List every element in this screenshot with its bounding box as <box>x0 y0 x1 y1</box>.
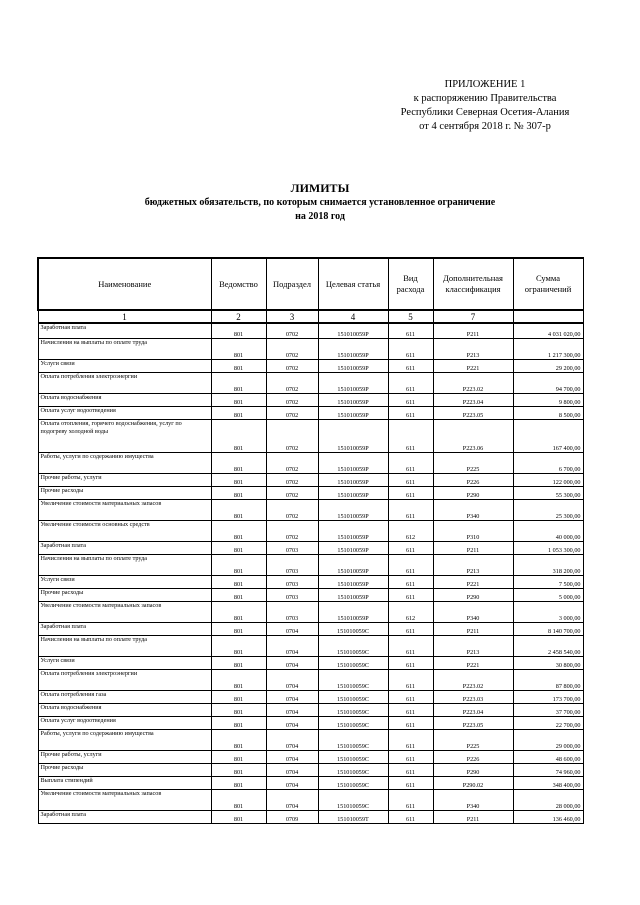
row-target-article: 151010059Р <box>318 393 388 406</box>
row-department: 801 <box>211 588 266 601</box>
title-line-3: на 2018 год <box>295 211 345 222</box>
row-target-article: 151010059С <box>318 729 388 750</box>
row-additional-classification: Р213 <box>433 635 513 656</box>
row-limit-sum: 29 200,00 <box>513 359 583 372</box>
table-row <box>38 588 583 601</box>
row-subsection: 0702 <box>266 499 318 520</box>
row-target-article: 151010059С <box>318 690 388 703</box>
row-expense-type: 611 <box>388 359 433 372</box>
document-title <box>0 180 640 224</box>
row-limit-sum: 136 460,00 <box>513 810 583 823</box>
row-subsection: 0704 <box>266 635 318 656</box>
header-additional-classification: Дополнительная классификация <box>433 258 513 310</box>
row-subsection: 0703 <box>266 588 318 601</box>
table-row <box>38 729 583 750</box>
row-additional-classification: Р221 <box>433 656 513 669</box>
row-department: 801 <box>211 601 266 622</box>
table-row <box>38 359 583 372</box>
row-expense-type: 611 <box>388 588 433 601</box>
row-department: 801 <box>211 635 266 656</box>
row-limit-sum: 318 200,00 <box>513 554 583 575</box>
column-number: 2 <box>211 310 266 323</box>
row-expense-type: 611 <box>388 690 433 703</box>
table-row <box>38 419 583 452</box>
row-limit-sum: 30 800,00 <box>513 656 583 669</box>
row-subsection: 0702 <box>266 338 318 359</box>
row-limit-sum: 8 500,00 <box>513 406 583 419</box>
table-row <box>38 372 583 393</box>
row-department: 801 <box>211 452 266 473</box>
row-department: 801 <box>211 419 266 452</box>
row-target-article: 151010059С <box>318 703 388 716</box>
column-number: 5 <box>388 310 433 323</box>
row-additional-classification: Р213 <box>433 554 513 575</box>
row-additional-classification: Р223.04 <box>433 393 513 406</box>
row-expense-type: 611 <box>388 323 433 338</box>
row-expense-type: 611 <box>388 452 433 473</box>
row-name: Начисления на выплаты по оплате труда <box>38 554 211 575</box>
row-expense-type: 611 <box>388 750 433 763</box>
row-expense-type: 611 <box>388 393 433 406</box>
row-target-article: 151010059Р <box>318 338 388 359</box>
row-name: Услуги связи <box>38 575 211 588</box>
table-row <box>38 763 583 776</box>
table-row <box>38 393 583 406</box>
row-expense-type: 611 <box>388 372 433 393</box>
table-row <box>38 406 583 419</box>
row-limit-sum: 6 700,00 <box>513 452 583 473</box>
row-expense-type: 611 <box>388 763 433 776</box>
row-name: Заработная плата <box>38 323 211 338</box>
row-name: Оплата водоснабжения <box>38 703 211 716</box>
row-subsection: 0704 <box>266 750 318 763</box>
row-name: Оплата потребления электроэнергии <box>38 372 211 393</box>
title-line-1: ЛИМИТЫ <box>290 181 350 195</box>
row-target-article: 151010059С <box>318 776 388 789</box>
table-row <box>38 776 583 789</box>
row-expense-type: 611 <box>388 669 433 690</box>
table-row <box>38 703 583 716</box>
row-name: Прочие работы, услуги <box>38 473 211 486</box>
row-target-article: 151010059Р <box>318 486 388 499</box>
row-subsection: 0704 <box>266 622 318 635</box>
row-department: 801 <box>211 393 266 406</box>
row-subsection: 0702 <box>266 486 318 499</box>
table-row <box>38 520 583 541</box>
row-limit-sum: 22 700,00 <box>513 716 583 729</box>
row-limit-sum: 4 031 020,00 <box>513 323 583 338</box>
row-name: Услуги связи <box>38 656 211 669</box>
row-subsection: 0703 <box>266 575 318 588</box>
row-department: 801 <box>211 359 266 372</box>
row-expense-type: 611 <box>388 635 433 656</box>
table-row <box>38 635 583 656</box>
table-row <box>38 323 583 338</box>
table-row <box>38 716 583 729</box>
table-row <box>38 669 583 690</box>
table-row <box>38 554 583 575</box>
row-department: 801 <box>211 789 266 810</box>
row-department: 801 <box>211 323 266 338</box>
row-department: 801 <box>211 750 266 763</box>
row-department: 801 <box>211 406 266 419</box>
row-subsection: 0702 <box>266 393 318 406</box>
row-expense-type: 611 <box>388 486 433 499</box>
row-additional-classification: Р340 <box>433 601 513 622</box>
row-expense-type: 611 <box>388 406 433 419</box>
row-department: 801 <box>211 763 266 776</box>
row-limit-sum: 1 053 300,00 <box>513 541 583 554</box>
row-name: Начисления на выплаты по оплате труда <box>38 338 211 359</box>
row-additional-classification: Р223.03 <box>433 690 513 703</box>
row-target-article: 151010059Р <box>318 575 388 588</box>
row-department: 801 <box>211 656 266 669</box>
row-target-article: 151010059Р <box>318 588 388 601</box>
row-additional-classification: Р223.05 <box>433 716 513 729</box>
row-department: 801 <box>211 499 266 520</box>
header-department: Ведомство <box>211 258 266 310</box>
row-additional-classification: Р223.02 <box>433 669 513 690</box>
row-name: Увеличение стоимости материальных запасов <box>38 789 211 810</box>
row-subsection: 0704 <box>266 729 318 750</box>
row-department: 801 <box>211 520 266 541</box>
header-name: Наименование <box>38 258 211 310</box>
row-target-article: 151010059С <box>318 656 388 669</box>
row-subsection: 0703 <box>266 541 318 554</box>
column-number: 3 <box>266 310 318 323</box>
row-limit-sum: 1 217 300,00 <box>513 338 583 359</box>
row-additional-classification: Р223.05 <box>433 406 513 419</box>
table-row <box>38 622 583 635</box>
row-department: 801 <box>211 575 266 588</box>
appendix-header <box>360 78 610 134</box>
row-additional-classification: Р290.02 <box>433 776 513 789</box>
appendix-line-3: Республики Северная Осетия-Алания <box>400 107 570 118</box>
row-limit-sum: 348 400,00 <box>513 776 583 789</box>
row-limit-sum: 5 000,00 <box>513 588 583 601</box>
row-additional-classification: Р211 <box>433 810 513 823</box>
row-additional-classification: Р223.06 <box>433 419 513 452</box>
header-limit-sum: Сумма ограничений <box>513 258 583 310</box>
row-department: 801 <box>211 729 266 750</box>
table-row <box>38 789 583 810</box>
row-name: Начисления на выплаты по оплате труда <box>38 635 211 656</box>
row-department: 801 <box>211 716 266 729</box>
row-additional-classification: Р340 <box>433 499 513 520</box>
table-row <box>38 690 583 703</box>
table-row <box>38 338 583 359</box>
row-limit-sum: 74 960,00 <box>513 763 583 776</box>
table-row <box>38 486 583 499</box>
row-name: Работы, услуги по содержанию имущества <box>38 452 211 473</box>
row-additional-classification: Р290 <box>433 763 513 776</box>
appendix-line-2: к распоряжению Правительства <box>413 93 557 104</box>
row-additional-classification: Р211 <box>433 323 513 338</box>
row-additional-classification: Р290 <box>433 588 513 601</box>
row-expense-type: 611 <box>388 554 433 575</box>
row-subsection: 0709 <box>266 810 318 823</box>
row-name: Прочие работы, услуги <box>38 750 211 763</box>
row-expense-type: 611 <box>388 622 433 635</box>
row-limit-sum: 9 800,00 <box>513 393 583 406</box>
row-subsection: 0704 <box>266 776 318 789</box>
row-subsection: 0704 <box>266 763 318 776</box>
row-name: Оплата отопления, горячего водоснабжения, услуг по подогреву холодной воды <box>38 419 211 452</box>
column-number: 7 <box>433 310 513 323</box>
table-row <box>38 656 583 669</box>
row-expense-type: 611 <box>388 473 433 486</box>
row-additional-classification: Р211 <box>433 541 513 554</box>
row-department: 801 <box>211 338 266 359</box>
column-number <box>513 310 583 323</box>
row-additional-classification: Р213 <box>433 338 513 359</box>
row-subsection: 0702 <box>266 520 318 541</box>
row-target-article: 151010059Р <box>318 473 388 486</box>
row-subsection: 0703 <box>266 554 318 575</box>
row-target-article: 151010059С <box>318 622 388 635</box>
row-subsection: 0704 <box>266 690 318 703</box>
row-name: Заработная плата <box>38 622 211 635</box>
row-department: 801 <box>211 372 266 393</box>
row-target-article: 151010059Р <box>318 406 388 419</box>
row-department: 801 <box>211 669 266 690</box>
row-expense-type: 612 <box>388 520 433 541</box>
row-target-article: 151010059Р <box>318 419 388 452</box>
row-limit-sum: 25 300,00 <box>513 499 583 520</box>
title-line-2: бюджетных обязательств, по которым снимается установленное ограничение <box>144 197 496 208</box>
row-subsection: 0703 <box>266 601 318 622</box>
row-name: Оплата услуг водоотведения <box>38 406 211 419</box>
row-additional-classification: Р223.04 <box>433 703 513 716</box>
row-department: 801 <box>211 703 266 716</box>
row-name: Заработная плата <box>38 810 211 823</box>
row-limit-sum: 29 000,00 <box>513 729 583 750</box>
row-department: 801 <box>211 473 266 486</box>
header-target-article: Целевая статья <box>318 258 388 310</box>
row-subsection: 0702 <box>266 419 318 452</box>
row-additional-classification: Р221 <box>433 575 513 588</box>
row-target-article: 151010059Р <box>318 359 388 372</box>
row-target-article: 151010059Р <box>318 541 388 554</box>
row-subsection: 0704 <box>266 789 318 810</box>
table-body <box>38 323 583 823</box>
column-number: 4 <box>318 310 388 323</box>
row-subsection: 0702 <box>266 323 318 338</box>
row-department: 801 <box>211 810 266 823</box>
row-target-article: 151010059С <box>318 635 388 656</box>
row-additional-classification: Р225 <box>433 452 513 473</box>
row-limit-sum: 37 700,00 <box>513 703 583 716</box>
row-name: Оплата услуг водоотведения <box>38 716 211 729</box>
header-subsection: Подраздел <box>266 258 318 310</box>
row-target-article: 151010059С <box>318 750 388 763</box>
row-expense-type: 611 <box>388 499 433 520</box>
row-target-article: 151010059Р <box>318 554 388 575</box>
row-name: Услуги связи <box>38 359 211 372</box>
row-name: Прочие расходы <box>38 763 211 776</box>
row-department: 801 <box>211 622 266 635</box>
row-department: 801 <box>211 541 266 554</box>
row-expense-type: 611 <box>388 716 433 729</box>
row-limit-sum: 167 400,00 <box>513 419 583 452</box>
row-name: Оплата потребления электроэнергии <box>38 669 211 690</box>
row-target-article: 151010059С <box>318 716 388 729</box>
table-row <box>38 541 583 554</box>
row-additional-classification: Р225 <box>433 729 513 750</box>
row-expense-type: 611 <box>388 338 433 359</box>
row-subsection: 0702 <box>266 372 318 393</box>
row-expense-type: 611 <box>388 575 433 588</box>
row-target-article: 151010059Р <box>318 372 388 393</box>
row-limit-sum: 3 000,00 <box>513 601 583 622</box>
row-target-article: 151010059Р <box>318 323 388 338</box>
table-row <box>38 601 583 622</box>
row-subsection: 0702 <box>266 473 318 486</box>
row-limit-sum: 94 700,00 <box>513 372 583 393</box>
row-limit-sum: 55 300,00 <box>513 486 583 499</box>
row-limit-sum: 2 458 540,00 <box>513 635 583 656</box>
row-target-article: 151010059Р <box>318 452 388 473</box>
row-expense-type: 611 <box>388 703 433 716</box>
row-name: Оплата потребления газа <box>38 690 211 703</box>
row-target-article: 151010059Р <box>318 499 388 520</box>
table-row <box>38 750 583 763</box>
row-subsection: 0702 <box>266 359 318 372</box>
limits-table <box>37 257 584 824</box>
row-name: Прочие расходы <box>38 486 211 499</box>
row-subsection: 0704 <box>266 716 318 729</box>
row-additional-classification: Р226 <box>433 750 513 763</box>
row-additional-classification: Р310 <box>433 520 513 541</box>
row-limit-sum: 8 140 700,00 <box>513 622 583 635</box>
row-expense-type: 611 <box>388 776 433 789</box>
row-subsection: 0702 <box>266 452 318 473</box>
row-additional-classification: Р223.02 <box>433 372 513 393</box>
row-expense-type: 611 <box>388 656 433 669</box>
row-limit-sum: 87 800,00 <box>513 669 583 690</box>
row-subsection: 0704 <box>266 656 318 669</box>
row-limit-sum: 40 000,00 <box>513 520 583 541</box>
row-limit-sum: 122 000,00 <box>513 473 583 486</box>
row-department: 801 <box>211 776 266 789</box>
table-row <box>38 473 583 486</box>
row-expense-type: 612 <box>388 601 433 622</box>
row-target-article: 151010059С <box>318 789 388 810</box>
row-subsection: 0704 <box>266 703 318 716</box>
row-name: Выплата стипендий <box>38 776 211 789</box>
row-target-article: 151010059Р <box>318 601 388 622</box>
row-additional-classification: Р226 <box>433 473 513 486</box>
table-row <box>38 810 583 823</box>
row-additional-classification: Р340 <box>433 789 513 810</box>
row-name: Прочие расходы <box>38 588 211 601</box>
appendix-line-1: ПРИЛОЖЕНИЕ 1 <box>444 79 526 90</box>
row-name: Увеличение стоимости материальных запасов <box>38 601 211 622</box>
row-expense-type: 611 <box>388 789 433 810</box>
column-number: 1 <box>38 310 211 323</box>
row-department: 801 <box>211 486 266 499</box>
table-row <box>38 452 583 473</box>
row-additional-classification: Р290 <box>433 486 513 499</box>
row-limit-sum: 173 700,00 <box>513 690 583 703</box>
row-target-article: 151010059С <box>318 669 388 690</box>
row-subsection: 0704 <box>266 669 318 690</box>
row-target-article: 151010059Р <box>318 520 388 541</box>
table-row <box>38 575 583 588</box>
row-limit-sum: 7 500,00 <box>513 575 583 588</box>
row-target-article: 151010059Т <box>318 810 388 823</box>
row-additional-classification: Р221 <box>433 359 513 372</box>
row-name: Увеличение стоимости основных средств <box>38 520 211 541</box>
row-department: 801 <box>211 554 266 575</box>
row-target-article: 151010059С <box>318 763 388 776</box>
row-name: Работы, услуги по содержанию имущества <box>38 729 211 750</box>
row-expense-type: 611 <box>388 810 433 823</box>
header-expense-type: Вид расхода <box>388 258 433 310</box>
row-department: 801 <box>211 690 266 703</box>
row-expense-type: 611 <box>388 419 433 452</box>
row-name: Заработная плата <box>38 541 211 554</box>
row-subsection: 0702 <box>266 406 318 419</box>
row-limit-sum: 28 000,00 <box>513 789 583 810</box>
table-row <box>38 499 583 520</box>
row-expense-type: 611 <box>388 729 433 750</box>
row-additional-classification: Р211 <box>433 622 513 635</box>
row-limit-sum: 48 600,00 <box>513 750 583 763</box>
row-name: Оплата водоснабжения <box>38 393 211 406</box>
row-expense-type: 611 <box>388 541 433 554</box>
row-name: Увеличение стоимости материальных запасов <box>38 499 211 520</box>
appendix-line-4: от 4 сентября 2018 г. № 307-р <box>419 121 551 132</box>
